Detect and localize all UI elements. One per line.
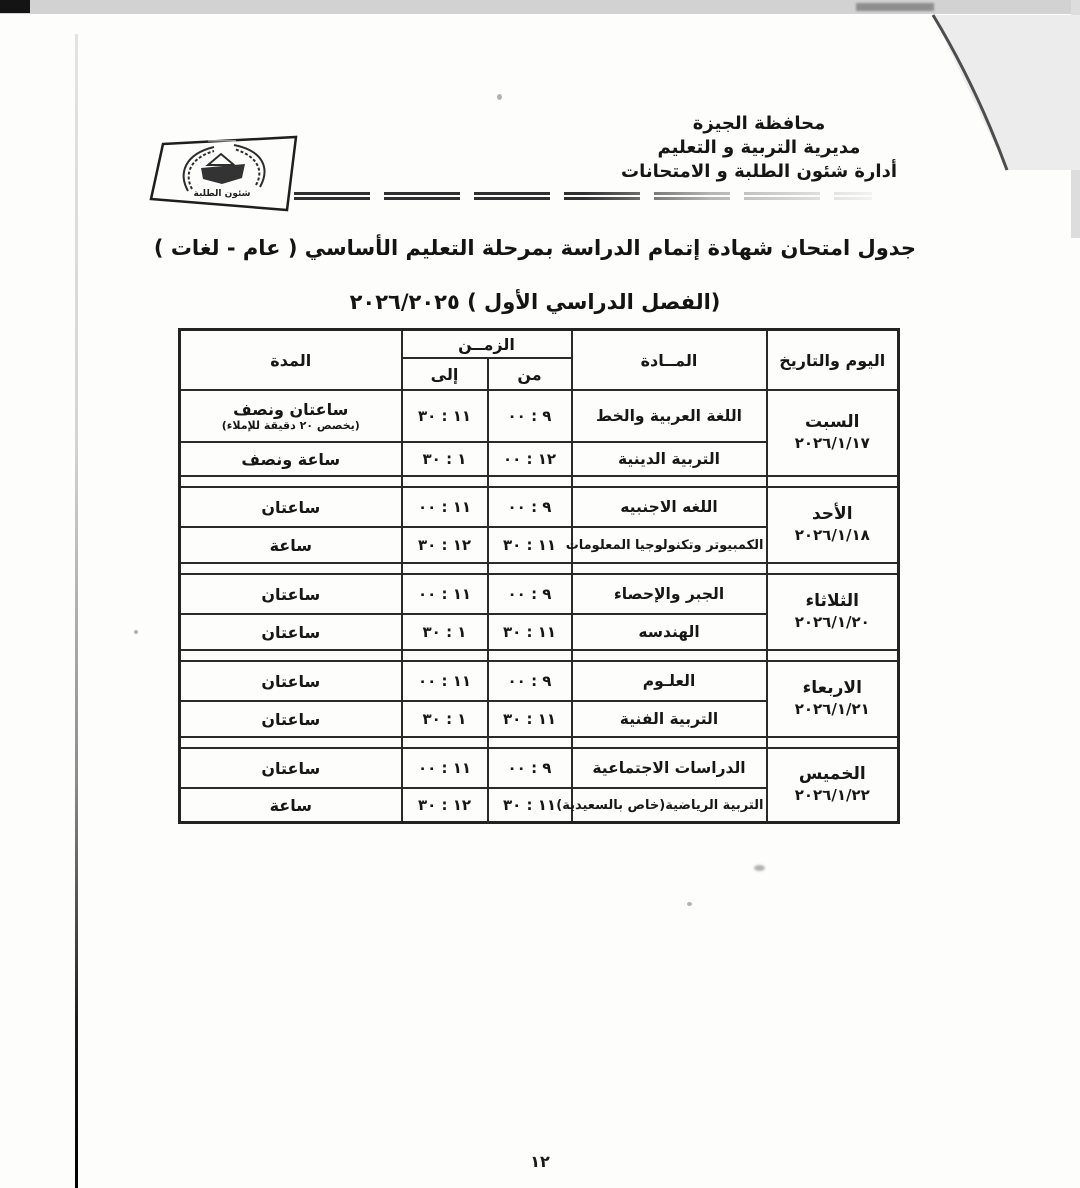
time-to-cell bbox=[402, 527, 488, 563]
time-value: ١٢ : ٠٠ bbox=[502, 450, 557, 468]
time-value: ١١ : ٣٠ bbox=[502, 623, 557, 641]
day-name: الأحد bbox=[811, 504, 853, 524]
time-value: ١١ : ٣٠ bbox=[502, 536, 557, 554]
subject-cell: التربية الدينية bbox=[572, 442, 767, 476]
time-value: ١١ : ٠٠ bbox=[417, 759, 472, 777]
subject-cell: العلـوم bbox=[572, 661, 767, 701]
table-row bbox=[180, 390, 899, 442]
time-from-cell bbox=[488, 614, 572, 650]
subject-cell: الكمبيوتر وتكنولوجيا المعلومات bbox=[572, 527, 767, 563]
scan-speck bbox=[687, 902, 692, 906]
duration-cell: ساعتان bbox=[180, 487, 402, 527]
day-date: ٢٠٢٦/١/٢٢ bbox=[794, 786, 870, 804]
duration-cell: ساعتان bbox=[180, 614, 402, 650]
scan-speck bbox=[754, 865, 765, 871]
day-date: ٢٠٢٦/١/١٨ bbox=[794, 526, 870, 544]
group-separator bbox=[180, 737, 899, 748]
time-from-cell bbox=[488, 442, 572, 476]
document-title: جدول امتحان شهادة إتمام الدراسة بمرحلة التعليم الأساسي ( عام - لغات ) bbox=[153, 236, 917, 260]
group-separator bbox=[180, 563, 899, 574]
stamp-caption: شئون الطلبة bbox=[193, 189, 251, 199]
subject-cell: اللغة العربية والخط bbox=[572, 390, 767, 442]
duration-note: (يخصص ٢٠ دقيقة للإملاء) bbox=[221, 419, 360, 432]
separator-fade bbox=[292, 190, 874, 203]
day-name: الثلاثاء bbox=[805, 591, 859, 611]
time-to-cell bbox=[402, 614, 488, 650]
subject-cell: التربية الفنية bbox=[572, 701, 767, 737]
exam-schedule-table bbox=[178, 328, 900, 824]
time-to-cell bbox=[402, 487, 488, 527]
letterhead-directorate: مديرية التربية و التعليم bbox=[657, 137, 861, 158]
day-date-cell bbox=[767, 487, 899, 563]
page-curl-corner bbox=[900, 0, 1080, 240]
time-to-cell bbox=[402, 661, 488, 701]
time-value: ١١ : ٣٠ bbox=[502, 710, 557, 728]
col-header-duration: المدة bbox=[180, 330, 402, 391]
time-to-cell bbox=[402, 748, 488, 788]
time-value: ٩ : ٠٠ bbox=[507, 585, 552, 603]
scan-corner-mark bbox=[0, 0, 30, 13]
scan-speck bbox=[497, 94, 502, 100]
col-header-from: من bbox=[488, 358, 572, 390]
time-from-cell bbox=[488, 701, 572, 737]
day-date: ٢٠٢٦/١/٢١ bbox=[794, 700, 870, 718]
time-from-cell bbox=[488, 487, 572, 527]
document-title-block bbox=[140, 236, 930, 314]
scan-speck bbox=[134, 630, 138, 634]
curl-shade bbox=[933, 15, 1080, 170]
day-date: ٢٠٢٦/١/١٧ bbox=[794, 434, 870, 452]
time-value: ١ : ٣٠ bbox=[422, 623, 467, 641]
table-row bbox=[180, 574, 899, 614]
time-from-cell bbox=[488, 748, 572, 788]
subject-cell: الدراسات الاجتماعية bbox=[572, 748, 767, 788]
table-header-row bbox=[180, 330, 899, 359]
day-name: السبت bbox=[805, 412, 860, 432]
time-to-cell bbox=[402, 574, 488, 614]
day-name: الخميس bbox=[798, 764, 866, 784]
time-value: ٩ : ٠٠ bbox=[507, 407, 552, 425]
duration-cell: ساعة bbox=[180, 527, 402, 563]
time-value: ١٢ : ٣٠ bbox=[417, 796, 472, 814]
group-separator bbox=[180, 650, 899, 661]
time-from-cell bbox=[488, 527, 572, 563]
time-value: ٩ : ٠٠ bbox=[507, 498, 552, 516]
letterhead bbox=[621, 112, 897, 184]
duration-cell: ساعتان bbox=[180, 701, 402, 737]
time-value: ١١ : ٠٠ bbox=[417, 672, 472, 690]
day-date-cell bbox=[767, 661, 899, 737]
day-date: ٢٠٢٦/١/٢٠ bbox=[794, 613, 870, 631]
subject-cell: الهندسه bbox=[572, 614, 767, 650]
duration-value: ساعتان ونصف bbox=[233, 400, 349, 419]
time-value: ١١ : ٣٠ bbox=[502, 796, 557, 814]
page-fold-line bbox=[75, 34, 78, 1188]
duration-cell: ساعة bbox=[180, 788, 402, 823]
duration-cell: ساعتان bbox=[180, 661, 402, 701]
subject-cell: اللغه الاجنبيه bbox=[572, 487, 767, 527]
time-value: ١ : ٣٠ bbox=[422, 710, 467, 728]
table-row bbox=[180, 487, 899, 527]
col-header-to: إلى bbox=[402, 358, 488, 390]
time-from-cell bbox=[488, 661, 572, 701]
col-header-day-date: اليوم والتاريخ bbox=[767, 330, 899, 391]
day-date-cell bbox=[767, 748, 899, 823]
letterhead-governorate: محافظة الجيزة bbox=[692, 113, 826, 134]
letterhead-department: أدارة شئون الطلبة و الامتحانات bbox=[621, 161, 897, 182]
duration-cell: ساعتان bbox=[180, 748, 402, 788]
department-stamp-logo bbox=[146, 134, 302, 226]
time-from-cell bbox=[488, 574, 572, 614]
page-number: ١٢ bbox=[530, 1152, 550, 1171]
document-subtitle: (الفصل الدراسي الأول ) ٢٠٢٦/٢٠٢٥ bbox=[349, 290, 721, 314]
time-value: ٩ : ٠٠ bbox=[507, 759, 552, 777]
day-date-cell bbox=[767, 390, 899, 476]
group-separator bbox=[180, 476, 899, 487]
col-header-subject: المــادة bbox=[572, 330, 767, 391]
time-value: ٩ : ٠٠ bbox=[507, 672, 552, 690]
letterhead-separator-line bbox=[294, 192, 872, 201]
time-from-cell bbox=[488, 390, 572, 442]
time-value: ١١ : ٠٠ bbox=[417, 585, 472, 603]
day-name: الاربعاء bbox=[802, 678, 862, 698]
time-to-cell bbox=[402, 701, 488, 737]
time-value: ١١ : ٠٠ bbox=[417, 498, 472, 516]
subject-cell: الجبر والإحصاء bbox=[572, 574, 767, 614]
duration-cell bbox=[180, 390, 402, 442]
time-to-cell bbox=[402, 442, 488, 476]
table-row bbox=[180, 661, 899, 701]
day-date-cell bbox=[767, 574, 899, 650]
stamp-emblem-icon bbox=[146, 134, 302, 226]
time-value: ١ : ٣٠ bbox=[422, 450, 467, 468]
subject-cell: التربية الرياضية(خاص بالسعيدية) bbox=[572, 788, 767, 823]
col-header-time: الزمــن bbox=[402, 330, 572, 359]
time-value: ١١ : ٣٠ bbox=[417, 407, 472, 425]
time-to-cell bbox=[402, 788, 488, 823]
time-value: ١٢ : ٣٠ bbox=[417, 536, 472, 554]
table-row bbox=[180, 748, 899, 788]
duration-cell: ساعة ونصف bbox=[180, 442, 402, 476]
duration-cell: ساعتان bbox=[180, 574, 402, 614]
time-to-cell bbox=[402, 390, 488, 442]
